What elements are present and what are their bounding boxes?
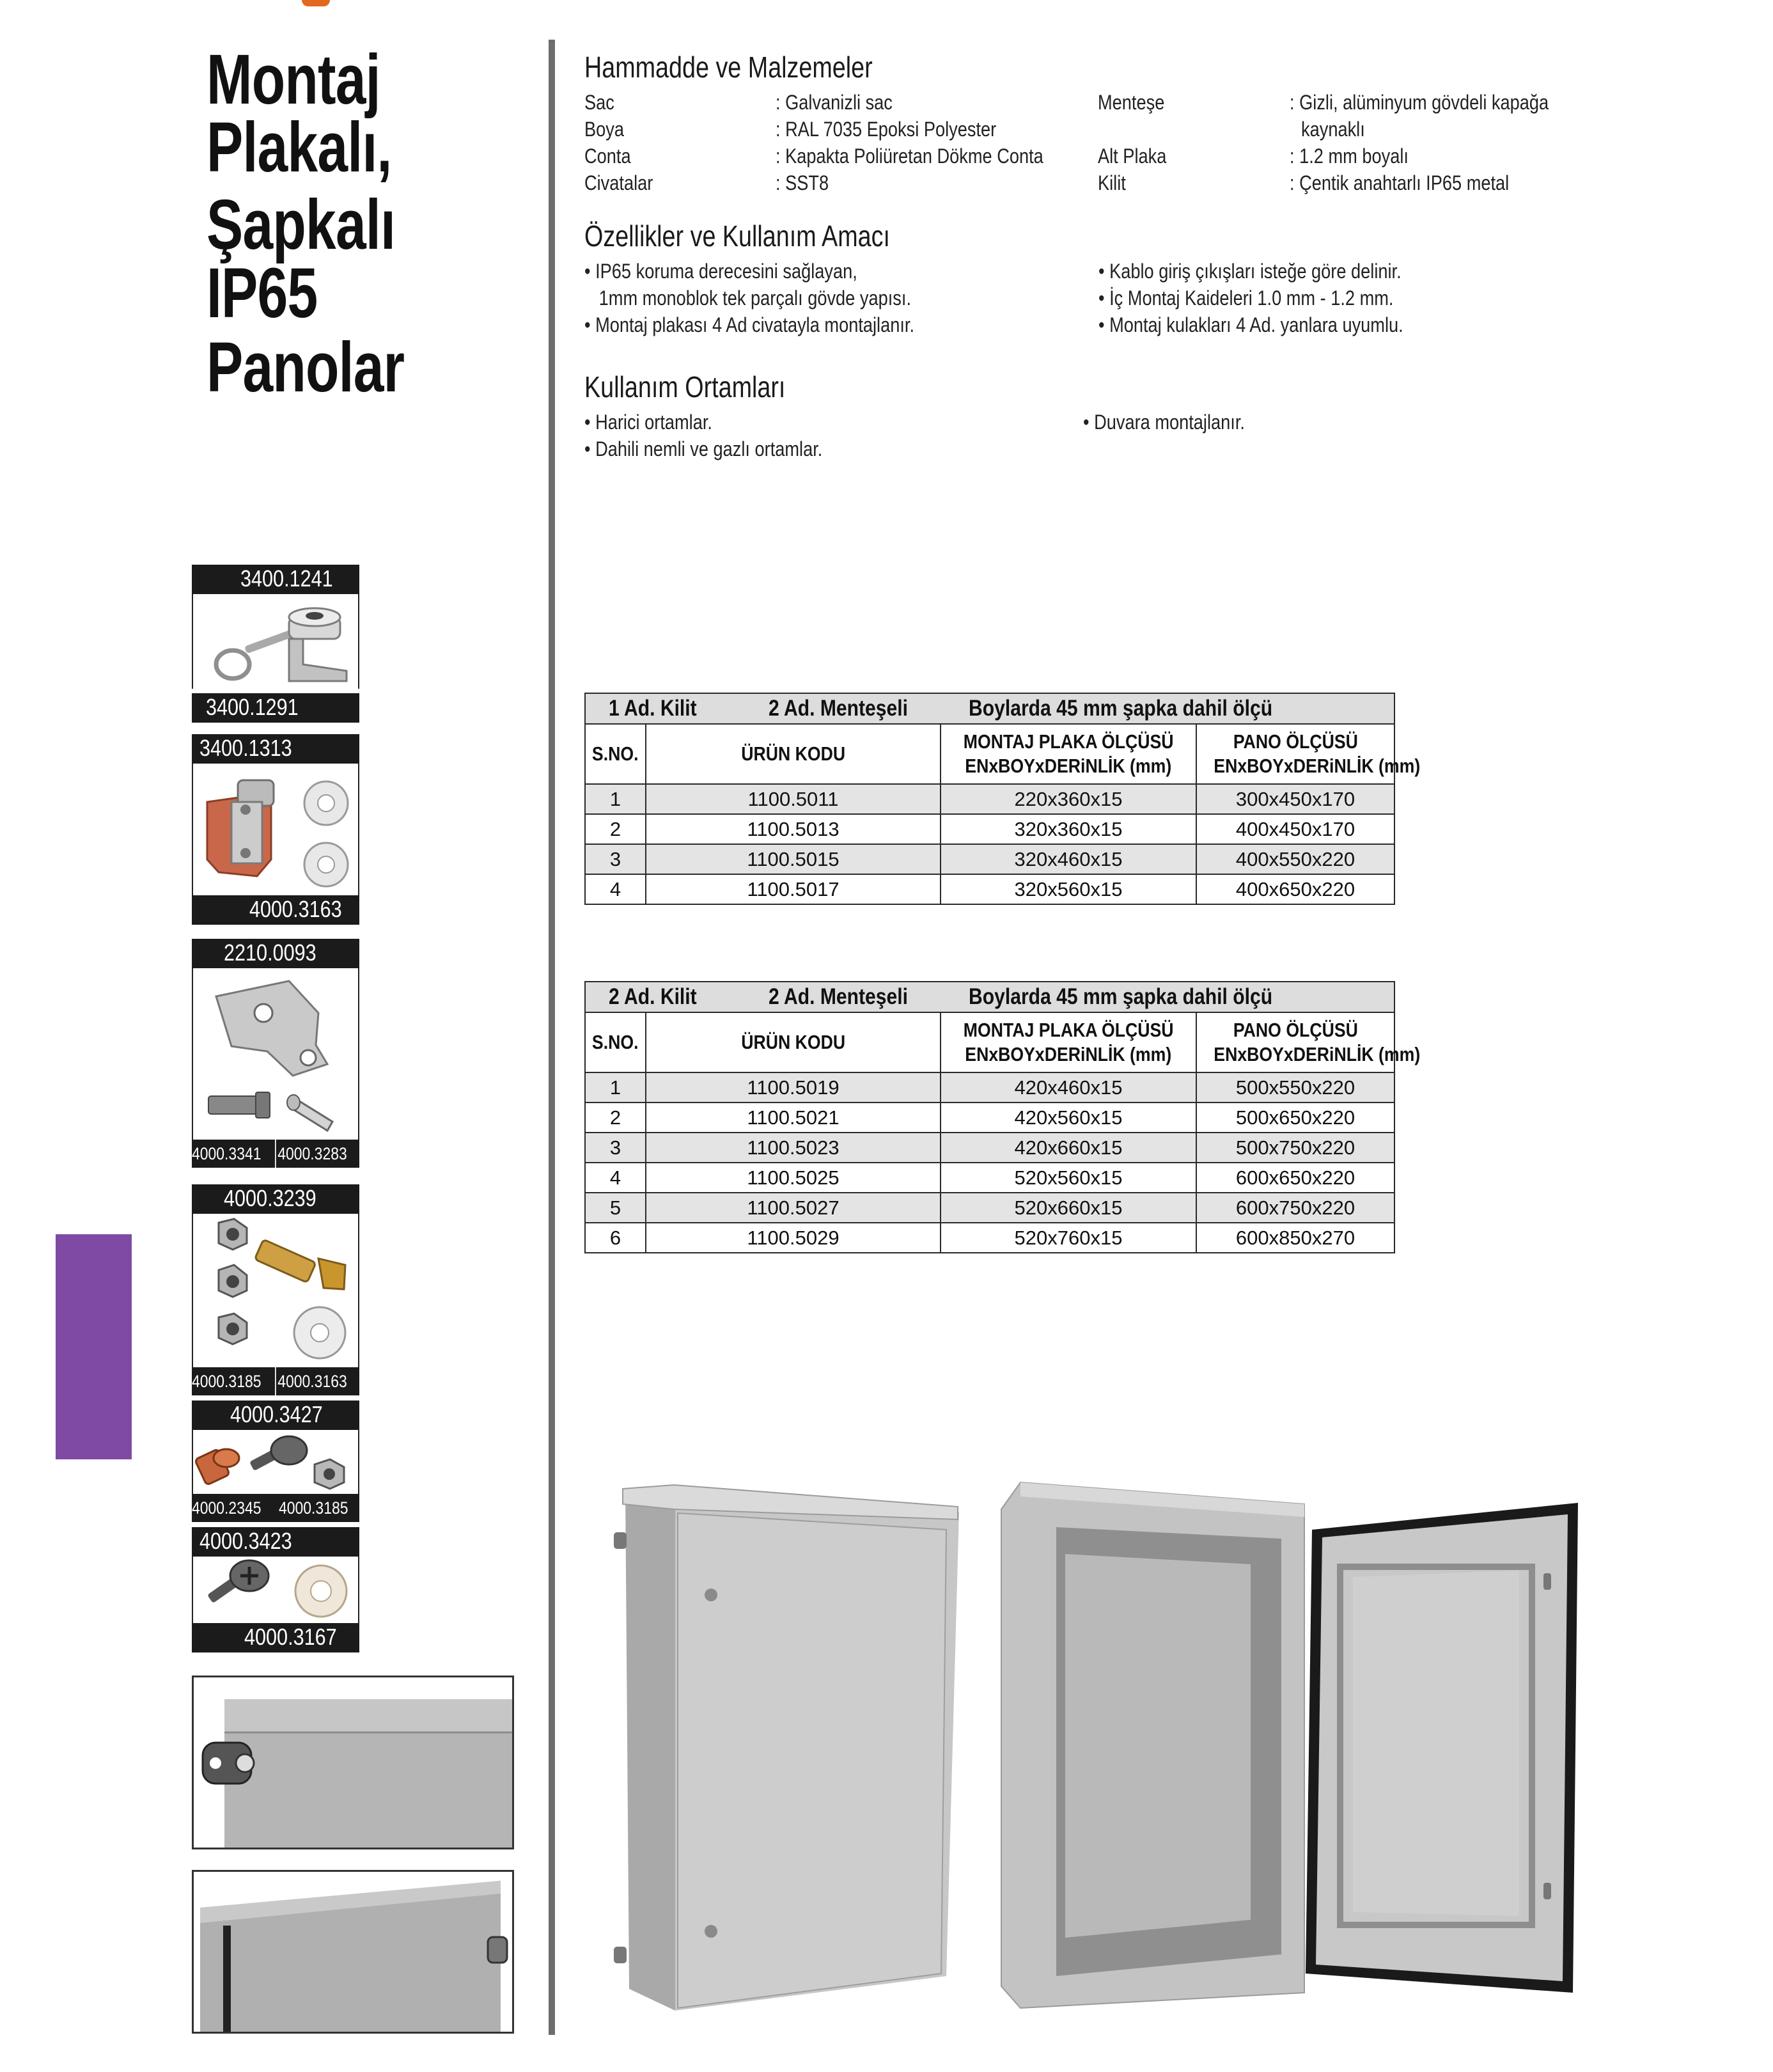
part-code-label: 4000.3185 4000.3163 — [192, 1367, 359, 1395]
part-code-label: 4000.2345 4000.3185 — [192, 1494, 359, 1522]
spec-label: Menteşe — [1098, 91, 1165, 114]
product-table-2 — [584, 981, 1421, 1253]
table-header-item: 1 Ad. Kilit — [609, 696, 697, 721]
lock-key-image — [192, 594, 359, 689]
feature-item: • Montaj plakası 4 Ad civatayla montajlanır. — [584, 313, 915, 336]
mounting-ear-detail-image — [192, 1676, 514, 1849]
col-product-code: ÜRÜN KODU — [646, 1012, 941, 1072]
screw-set-image — [192, 1430, 359, 1496]
title-line-4: IP65 — [207, 254, 318, 333]
table-row: 2 1100.5013 320x360x15 400x450x170 — [585, 814, 1394, 844]
feature-item: 1mm monoblok tek parçalı gövde yapısı. — [584, 286, 911, 310]
hat-corner-detail-image — [192, 1870, 514, 2034]
closed-enclosure-image — [614, 1471, 972, 2021]
col-sno: S.NO. — [585, 1012, 646, 1072]
title-line-3: Şapkalı — [207, 185, 396, 264]
open-enclosure-image — [995, 1468, 1587, 2025]
part-code-label: 2210.0093 — [192, 939, 359, 968]
col-sno: S.NO. — [585, 724, 646, 784]
title-line-1: Montaj — [207, 40, 380, 119]
part-code-label: 3400.1313 — [192, 734, 359, 764]
spec-label: Civatalar — [584, 171, 653, 194]
product-table-1 — [584, 693, 1421, 905]
table-row: 5 1100.5027 520x660x15 600x750x220 — [585, 1193, 1394, 1223]
spec-value: : 1.2 mm boyalı — [1290, 145, 1409, 168]
part-code-label: 4000.3423 — [192, 1527, 359, 1557]
part-code-label: 3400.1291 — [192, 693, 359, 723]
usage-item: • Dahili nemli ve gazlı ortamlar. — [584, 437, 823, 460]
title-line-2: Plakalı, — [207, 108, 392, 187]
col-panel-size: PANO ÖLÇÜSÜ ENxBOYxDERiNLİK (mm) — [1196, 1012, 1394, 1072]
spec-label: Boya — [584, 118, 624, 141]
spec-value: : Gizli, alüminyum gövdeli kapağa — [1290, 91, 1549, 114]
table-header-item: Boylarda 45 mm şapka dahil ölçü — [969, 696, 1273, 721]
feature-item: • İç Montaj Kaideleri 1.0 mm - 1.2 mm. — [1098, 286, 1394, 310]
spec-label: Alt Plaka — [1098, 145, 1167, 168]
hinge-image — [192, 764, 359, 895]
brand-accent-mark — [302, 0, 330, 6]
col-panel-size: PANO ÖLÇÜSÜ ENxBOYxDERiNLİK (mm) — [1196, 724, 1394, 784]
table-header-item: Boylarda 45 mm şapka dahil ölçü — [969, 984, 1273, 1009]
features-heading: Özellikler ve Kullanım Amacı — [584, 219, 890, 253]
table-row: 6 1100.5029 520x760x15 600x850x270 — [585, 1223, 1394, 1253]
spec-label: Kilit — [1098, 171, 1126, 194]
table-header-item: 2 Ad. Menteşeli — [768, 696, 908, 721]
spec-label: Sac — [584, 91, 614, 114]
col-product-code: ÜRÜN KODU — [646, 724, 941, 784]
col-plate-size: MONTAJ PLAKA ÖLÇÜSÜ ENxBOYxDERiNLİK (mm) — [941, 1012, 1196, 1072]
usage-item: • Duvara montajlanır. — [1083, 411, 1245, 434]
table-row: 4 1100.5017 320x560x15 400x650x220 — [585, 874, 1394, 904]
spec-value-cont: kaynaklı — [1301, 118, 1365, 141]
feature-item: • Montaj kulakları 4 Ad. yanlara uyumlu. — [1098, 313, 1403, 336]
nut-bolt-image — [192, 1214, 359, 1367]
table-header-item: 2 Ad. Kilit — [609, 984, 697, 1009]
table-row: 1 1100.5011 220x360x15 300x450x170 — [585, 784, 1394, 814]
part-code-label: 4000.3427 — [192, 1401, 359, 1430]
col-plate-size: MONTAJ PLAKA ÖLÇÜSÜ ENxBOYxDERiNLİK (mm) — [941, 724, 1196, 784]
part-code-label: 4000.3167 — [192, 1623, 359, 1652]
table-row: 1 1100.5019 420x460x15 500x550x220 — [585, 1072, 1394, 1103]
screw-washer-image — [192, 1557, 359, 1623]
spec-value: : RAL 7035 Epoksi Polyester — [776, 118, 997, 141]
mounting-bracket-image — [192, 968, 359, 1140]
part-code-label: 3400.1241 — [192, 565, 359, 594]
spec-label: Conta — [584, 145, 631, 168]
title-line-5: Panolar — [207, 328, 405, 407]
table-row: 3 1100.5015 320x460x15 400x550x220 — [585, 844, 1394, 874]
usage-item: • Harici ortamlar. — [584, 411, 712, 434]
table-row: 4 1100.5025 520x560x15 600x650x220 — [585, 1163, 1394, 1193]
table-header-item: 2 Ad. Menteşeli — [768, 984, 908, 1009]
part-code-label: 4000.3239 — [192, 1184, 359, 1214]
spec-value: : Kapakta Poliüretan Dökme Conta — [776, 145, 1043, 168]
feature-item: • Kablo giriş çıkışları isteğe göre delinir. — [1098, 260, 1402, 283]
usage-heading: Kullanım Ortamları — [584, 370, 786, 404]
vertical-divider — [549, 40, 555, 2035]
feature-item: • IP65 koruma derecesini sağlayan, — [584, 260, 857, 283]
section-color-tab — [56, 1234, 132, 1459]
spec-value: : Çentik anahtarlı IP65 metal — [1290, 171, 1510, 194]
part-code-label: 4000.3163 — [192, 895, 359, 925]
table-row: 3 1100.5023 420x660x15 500x750x220 — [585, 1133, 1394, 1163]
spec-value: : Galvanizli sac — [776, 91, 893, 114]
part-code-label: 4000.3341 4000.3283 — [192, 1140, 359, 1168]
spec-value: : SST8 — [776, 171, 829, 194]
materials-heading: Hammadde ve Malzemeler — [584, 51, 873, 84]
table-row: 2 1100.5021 420x560x15 500x650x220 — [585, 1103, 1394, 1133]
